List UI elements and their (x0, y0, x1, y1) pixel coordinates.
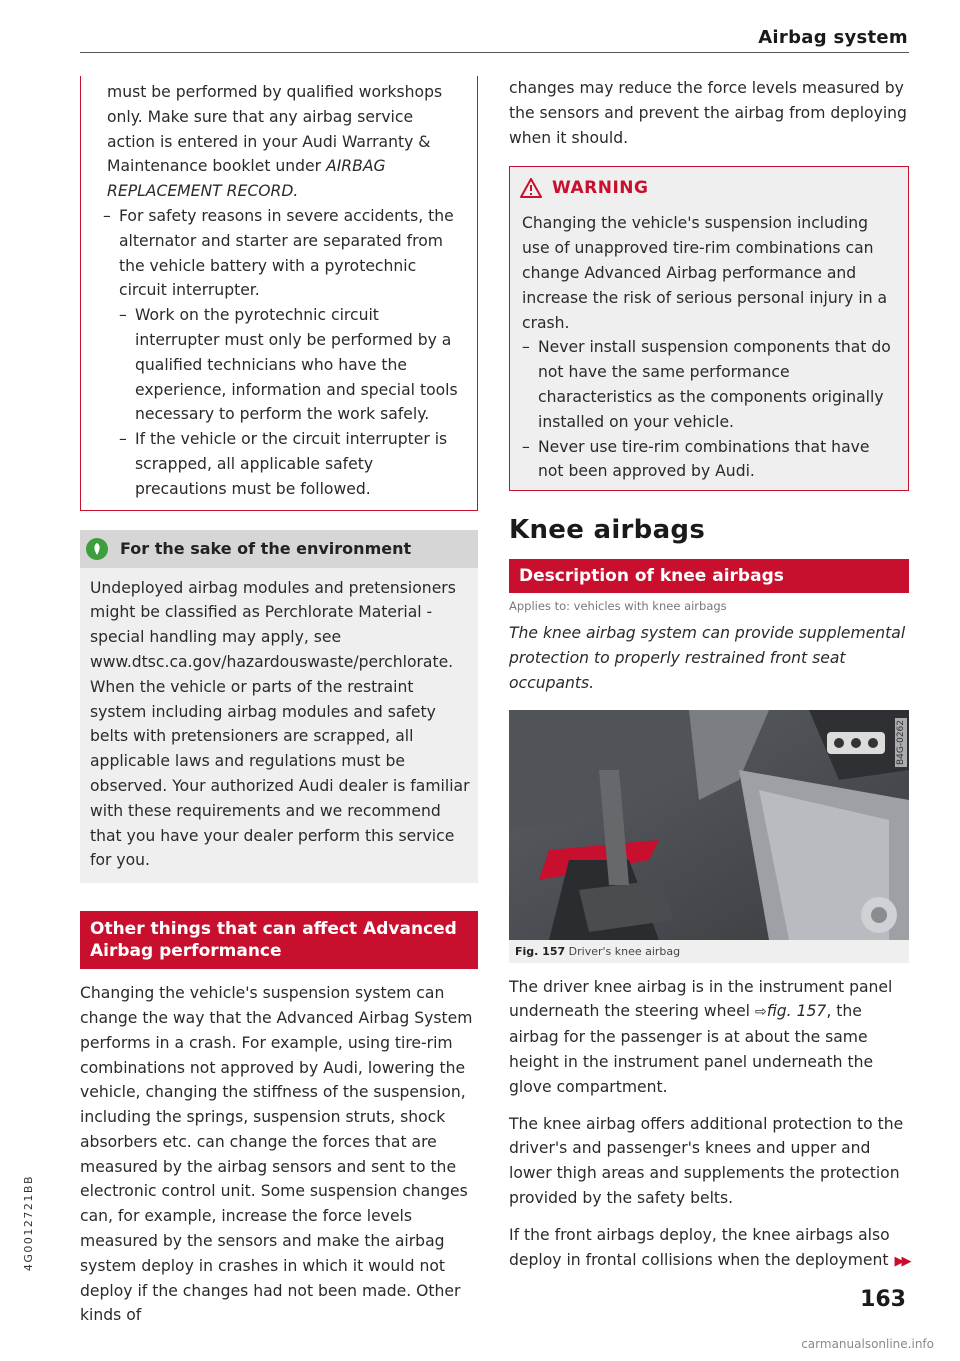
intro-text: The knee airbag system can provide supplemental protection to properly restrained front seat occupants. (509, 624, 906, 692)
warning-header (510, 167, 908, 209)
continuation-paragraph (103, 80, 463, 204)
environment-header (80, 530, 478, 568)
continue-arrow-icon: ▶▶ (894, 1253, 909, 1269)
paragraph-text: , the airbag for the passenger is at about the same height in the instrument panel underneath the glove compartment. (509, 1002, 874, 1096)
body-paragraph (509, 975, 909, 1100)
header-rule (80, 52, 909, 53)
environment-text: Undeployed airbag modules and pretensioners might be classified as Perchlorate Material - special handling may apply, see www.dtsc.ca.gov/hazardouswaste/perchlorate. When the vehicle or parts of the restraint system including airbag modules and safety belts with pretensioners are scrapped, all applicable laws and regulations must be observed. Your authorized Audi dealer is familiar with these requirements and we recommend that you have your dealer perform this service for you. (90, 578, 470, 870)
sub-bullet-list (119, 303, 463, 501)
record-name: AIRBAG REPLACEMENT RECORD. (107, 157, 386, 201)
bullet-text: For safety reasons in severe accidents, the alternator and starter are separated from the vehicle battery with a pyrotechnic circuit interrupter. (119, 206, 454, 300)
warning-list (522, 335, 898, 484)
paragraph-text: If the front airbags deploy, the knee airbags also deploy in frontal collisions when the deployment (509, 1225, 890, 1269)
environment-icon (86, 538, 108, 560)
warning-title: WARNING (552, 178, 649, 199)
warning-continuation-box (80, 76, 478, 511)
figure-code: B4G-0262 (896, 719, 906, 765)
warning-triangle-icon (520, 178, 542, 198)
bullet-list (103, 204, 463, 502)
list-item: – If the vehicle or the circuit interrupter is scrapped, all applicable safety precautions must be followed. (119, 427, 463, 501)
knee-airbag-illustration (509, 710, 909, 940)
watermark: carmanualsonline.info (801, 1337, 934, 1351)
continuation-text: must be performed by qualified workshops only. Make sure that any airbag service action is entered in your Audi Warranty & Maintenance booklet under (107, 83, 443, 176)
body-paragraph (509, 1223, 909, 1275)
environment-title: For the sake of the environment (120, 539, 412, 559)
section-heading: Knee airbags (509, 515, 706, 546)
figure-label: Fig. 157 (515, 944, 566, 958)
page-number: 163 (860, 1287, 906, 1312)
knee-airbag-figure (509, 710, 909, 940)
continuation-paragraph: changes may reduce the force levels measured by the sensors and prevent the airbag from deploying when it should. (509, 79, 907, 147)
list-item (103, 204, 463, 502)
environment-body (80, 568, 478, 884)
body-paragraph: Changing the vehicle's suspension system can change the way that the Advanced Airbag System performs in a crash. For example, using tire-rim combinations not approved by Audi, lowering the vehicle, changing the stiffness of the suspension, including the springs, suspension struts, shock absorbers etc. can change the forces that are measured by the airbag sensors and sent to the electronic control unit. Some suspension changes can, for example, increase the force levels measured by the sensors and make the airbag system deploy in crashes in which it would not deploy if the changes had not been made. Other kinds of (80, 984, 473, 1325)
list-item: – Work on the pyrotechnic circuit interrupter must only be performed by a qualified technicians who have the experience, information and special tools necessary to perform the work safely. (119, 303, 463, 427)
list-item: – Never install suspension components that do not have the same performance characteristics as the components originally installed on your vehicle. (522, 335, 898, 434)
caption-text: Driver's knee airbag (568, 944, 681, 958)
figure-reference[interactable]: fig. 157 (766, 1002, 827, 1021)
reference-arrow-icon: ⇨ (754, 1004, 767, 1021)
subsection-heading: Description of knee airbags (509, 559, 909, 593)
figure-caption (509, 940, 909, 963)
warning-body (510, 209, 908, 490)
warning-text: Changing the vehicle's suspension including use of unapproved tire-rim combinations can change Advanced Airbag performance and increase the risk of serious personal injury in a crash. (522, 214, 888, 332)
environment-box (80, 530, 478, 884)
warning-box (509, 166, 909, 491)
subsection-heading: Other things that can affect Advanced Airbag performance (80, 911, 478, 969)
section-title: Airbag system (758, 27, 908, 48)
paragraph-text: The driver knee airbag is in the instrument panel underneath the steering wheel (509, 977, 893, 1021)
left-column (80, 76, 478, 1328)
list-item: – Never use tire-rim combinations that have not been approved by Audi. (522, 435, 898, 485)
document-code: 4G0012721BB (22, 1175, 35, 1272)
body-paragraph: The knee airbag offers additional protection to the driver's and passenger's knees and upper and lower thigh areas and supplements the protection provided by the safety belts. (509, 1114, 904, 1207)
applies-to-note: Applies to: vehicles with knee airbags (509, 599, 727, 614)
right-column (509, 76, 909, 1274)
